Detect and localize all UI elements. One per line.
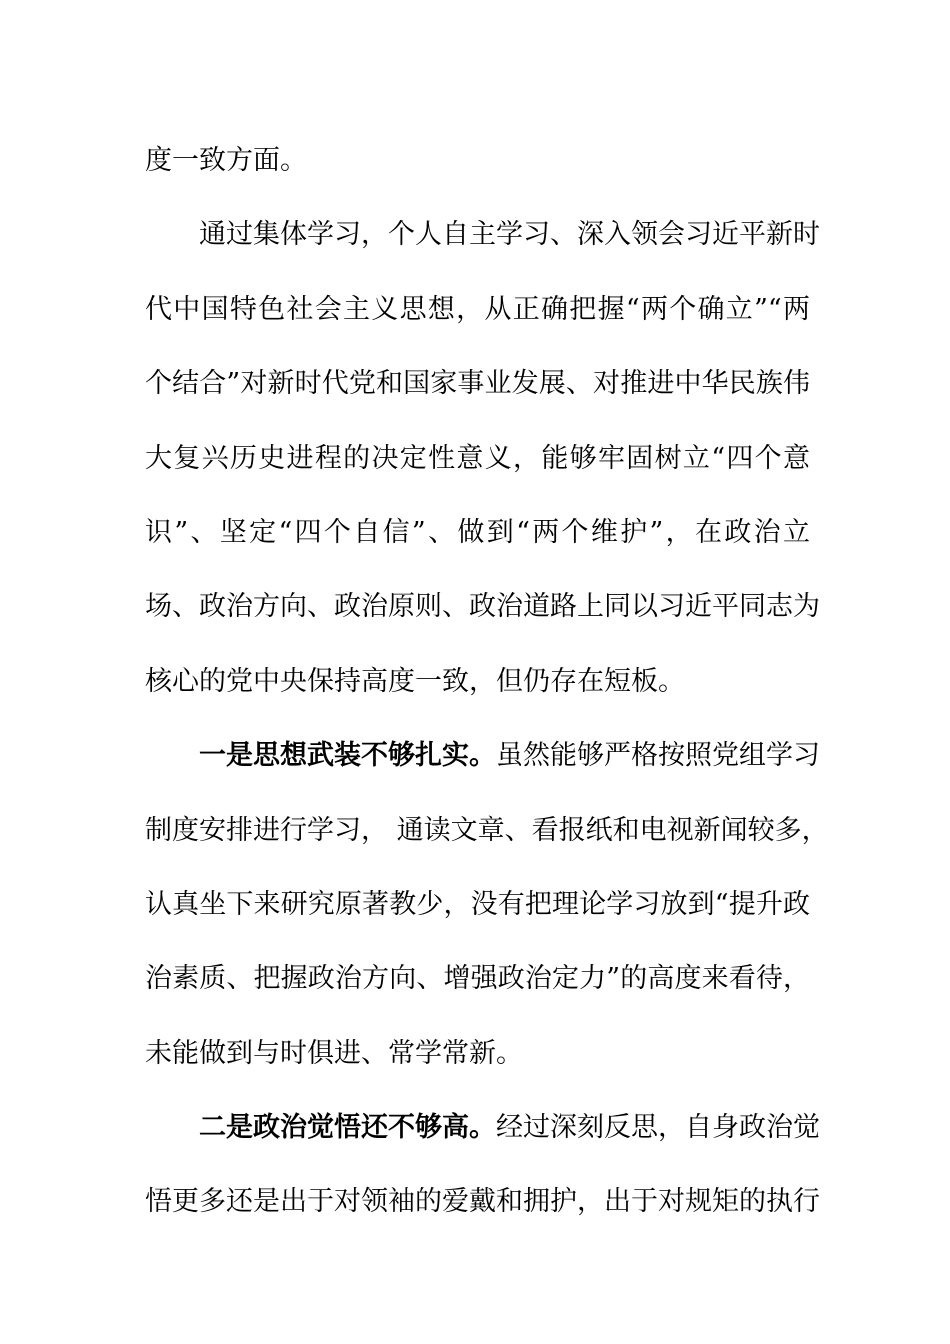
paragraph-line: 认真坐下来研究原著教少，没有把理论学习放到“提升政 bbox=[145, 888, 810, 920]
paragraph-line: 大复兴历史进程的决定性意义，能够牢固树立“四个意 bbox=[145, 442, 810, 474]
paragraph-line: 代中国特色社会主义思想，从正确把握“两个确立”“两 bbox=[145, 293, 810, 325]
paragraph-line bbox=[145, 1091, 820, 1165]
section-heading: 二是政治觉悟还不够高。 bbox=[199, 1112, 496, 1144]
paragraph-line: 个结合”对新时代党和国家事业发展、对推进中华民族伟 bbox=[145, 368, 810, 400]
paragraph-line: 治素质、把握政治方向、增强政治定力”的高度来看待， bbox=[145, 963, 810, 995]
paragraph-line: 制度安排进行学习， 通读文章、看报纸和电视新闻较多， bbox=[145, 814, 829, 846]
document-body bbox=[145, 124, 829, 1240]
paragraph-text: 经过深刻反思，自身政治觉 bbox=[496, 1112, 820, 1144]
section-heading: 一是思想武装不够扎实。 bbox=[199, 740, 496, 772]
paragraph-line: 度一致方面。 bbox=[145, 145, 307, 176]
paragraph-line: 悟更多还是出于对领袖的爱戴和拥护，出于对规矩的执行 bbox=[145, 1186, 820, 1218]
paragraph-line bbox=[145, 719, 820, 793]
paragraph-line: 通过集体学习，个人自主学习、深入领会习近平新时 bbox=[199, 219, 820, 251]
paragraph-line: 核心的党中央保持高度一致，但仍存在短板。 bbox=[145, 665, 685, 697]
paragraph-text: 虽然能够严格按照党组学习 bbox=[496, 740, 820, 772]
paragraph-line: 未能做到与时俱进、常学常新。 bbox=[145, 1037, 523, 1069]
paragraph-line: 识”、坚定“四个自信”、做到“两个维护”，在政治立 bbox=[145, 516, 810, 548]
paragraph-line: 场、政治方向、政治原则、政治道路上同以习近平同志为 bbox=[145, 591, 820, 623]
